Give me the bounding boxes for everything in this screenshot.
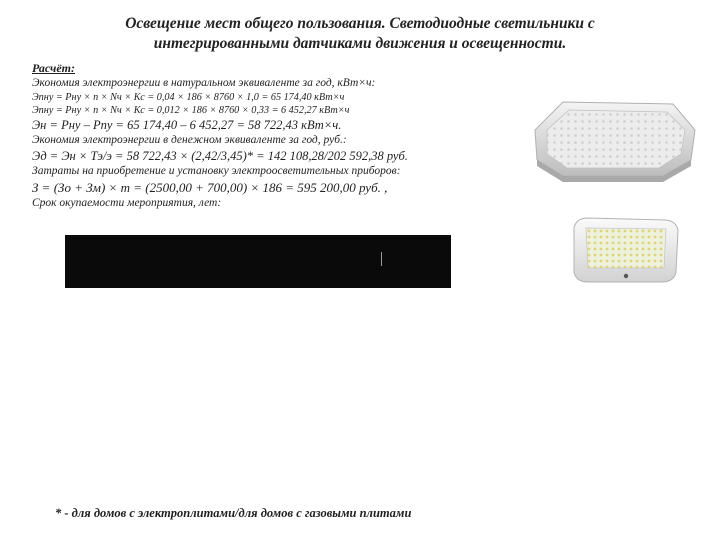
- calc-line: Экономия электроэнергии в денежном эквиваленте за год, руб.:: [32, 134, 347, 146]
- slide-title: [60, 14, 660, 54]
- calc-line: Эн = Рну – Рпу = 65 174,40 – 6 452,27 = 58 722,43 кВт×ч.: [32, 118, 342, 132]
- text-cursor: [381, 252, 382, 266]
- title-line-2: интегрированными датчиками движения и освещенности.: [153, 35, 567, 52]
- led-ceiling-lamp-image: [523, 90, 703, 185]
- title-line-1: Освещение мест общего пользования. Светодиодные светильники с: [125, 15, 595, 32]
- square-led-lamp-image: [568, 210, 683, 290]
- calc-line: З = (Зо + Зм) × т = (2500,00 + 700,00) × 186 = 595 200,00 руб. ,: [32, 180, 388, 195]
- calc-line: Эд = Эн × Тэ/э = 58 722,43 × (2,42/3,45)* = 142 108,28/202 592,38 руб.: [32, 149, 408, 163]
- footnote: * - для домов с электроплитами/для домов с газовыми плитами: [55, 506, 412, 520]
- calc-line: Экономия электроэнергии в натуральном эквиваленте за год, кВт×ч:: [32, 77, 376, 89]
- calc-line: Срок окупаемости мероприятия, лет:: [32, 197, 222, 209]
- calc-line: Эпну = Рну × n × Nч × Кс = 0,012 × 186 × 8760 × 0,33 = 6 452,27 кВт×ч: [32, 105, 350, 116]
- calculation-block: [32, 60, 502, 211]
- calc-line: Затраты на приобретение и установку электроосветительных приборов:: [32, 165, 401, 177]
- calc-line: Эпну = Рну × n × Nч × Кс = 0,04 × 186 × 8760 × 1,0 = 65 174,40 кВт×ч: [32, 92, 345, 103]
- black-box: [65, 235, 451, 288]
- calculation-heading: Расчёт:: [32, 61, 75, 75]
